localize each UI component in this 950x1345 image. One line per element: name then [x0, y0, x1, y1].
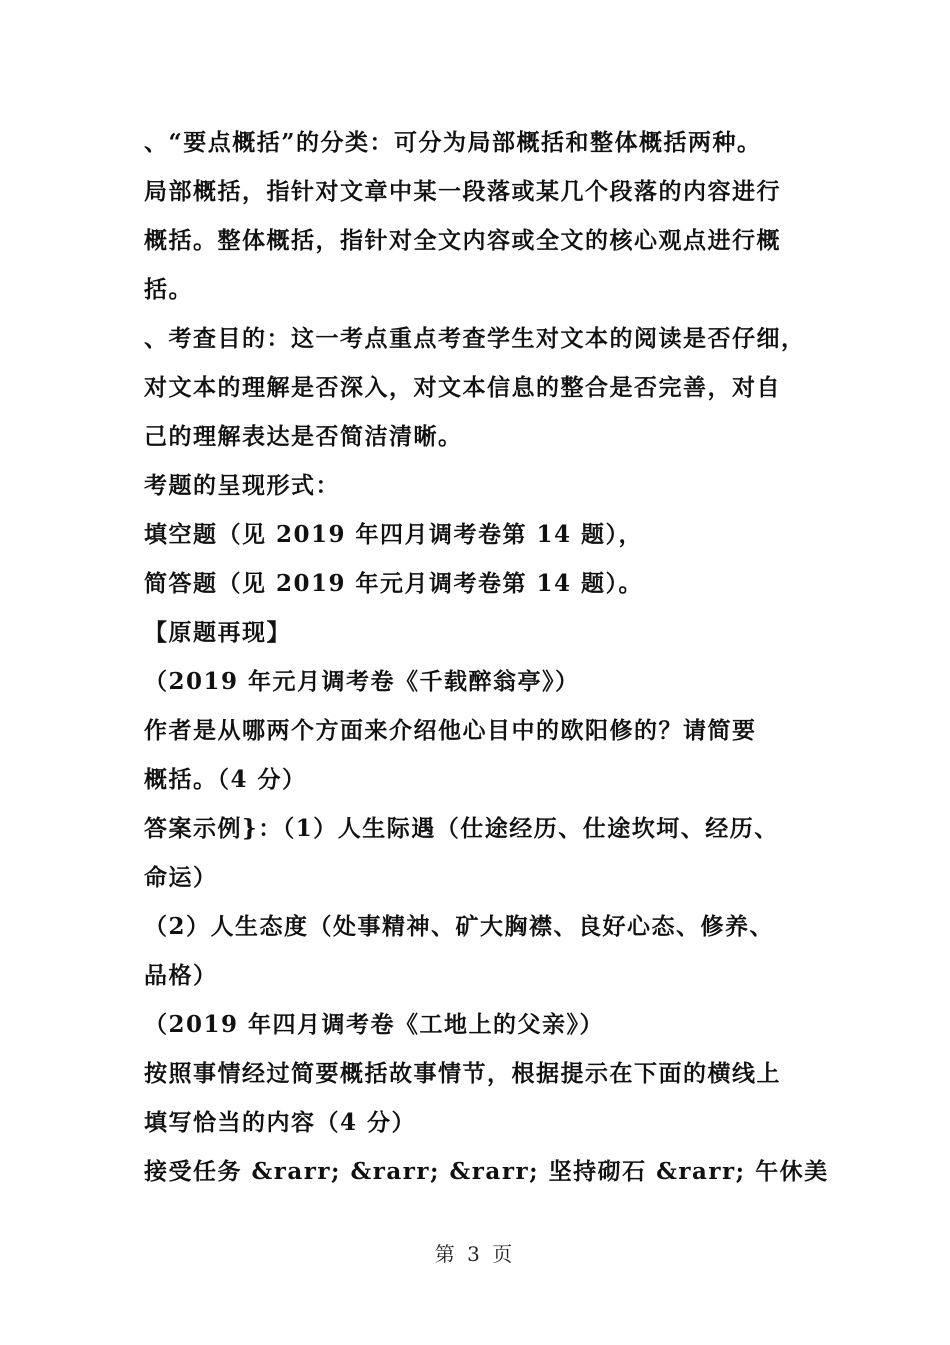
- text-line: 命运）: [144, 864, 218, 891]
- text-line: 概括。（4 分）: [144, 766, 307, 793]
- text-line: 、考查目的：这一考点重点考查学生对文本的阅读是否仔细，: [144, 325, 806, 352]
- text-line: 品格）: [144, 962, 218, 989]
- section-heading: 【原题再现】: [144, 619, 291, 646]
- text-line: 按照事情经过简要概括故事情节，根据提示在下面的横线上: [144, 1060, 781, 1087]
- text-line: 考题的呈现形式：: [144, 472, 340, 499]
- text-line: 作者是从哪两个方面来介绍他心目中的欧阳修的？请简要: [144, 717, 757, 744]
- text-line: 填空题（见 2019 年四月调考卷第 14 题），: [144, 521, 644, 548]
- text-line: 接受任务 &rarr; &rarr; &rarr; 坚持砌石 &rarr; 午休美: [144, 1158, 829, 1185]
- text-line: 括。: [144, 276, 193, 303]
- text-line: 对文本的理解是否深入，对文本信息的整合是否完善，对自: [144, 374, 781, 401]
- text-line: （2019 年元月调考卷《千载醉翁亭》）: [144, 668, 580, 695]
- text-line: 局部概括，指针对文章中某一段落或某几个段落的内容进行: [144, 178, 781, 205]
- text-line: 、“要点概括”的分类：可分为局部概括和整体概括两种。: [144, 129, 762, 156]
- text-line: 答案示例}：（1）人生际遇（仕途经历、仕途坎坷、经历、: [144, 815, 779, 842]
- text-line: 简答题（见 2019 年元月调考卷第 14 题）。: [144, 570, 644, 597]
- text-line: （2）人生态度（处事精神、矿大胸襟、良好心态、修养、: [144, 913, 775, 940]
- text-line: 填写恰当的内容（4 分）: [144, 1109, 417, 1136]
- body-text: [144, 118, 829, 1196]
- page-number: 第 3 页: [434, 1242, 516, 1266]
- text-line: （2019 年四月调考卷《工地上的父亲》）: [144, 1011, 605, 1038]
- text-line: 概括。整体概括，指针对全文内容或全文的核心观点进行概: [144, 227, 781, 254]
- text-line: 己的理解表达是否简洁清晰。: [144, 423, 463, 450]
